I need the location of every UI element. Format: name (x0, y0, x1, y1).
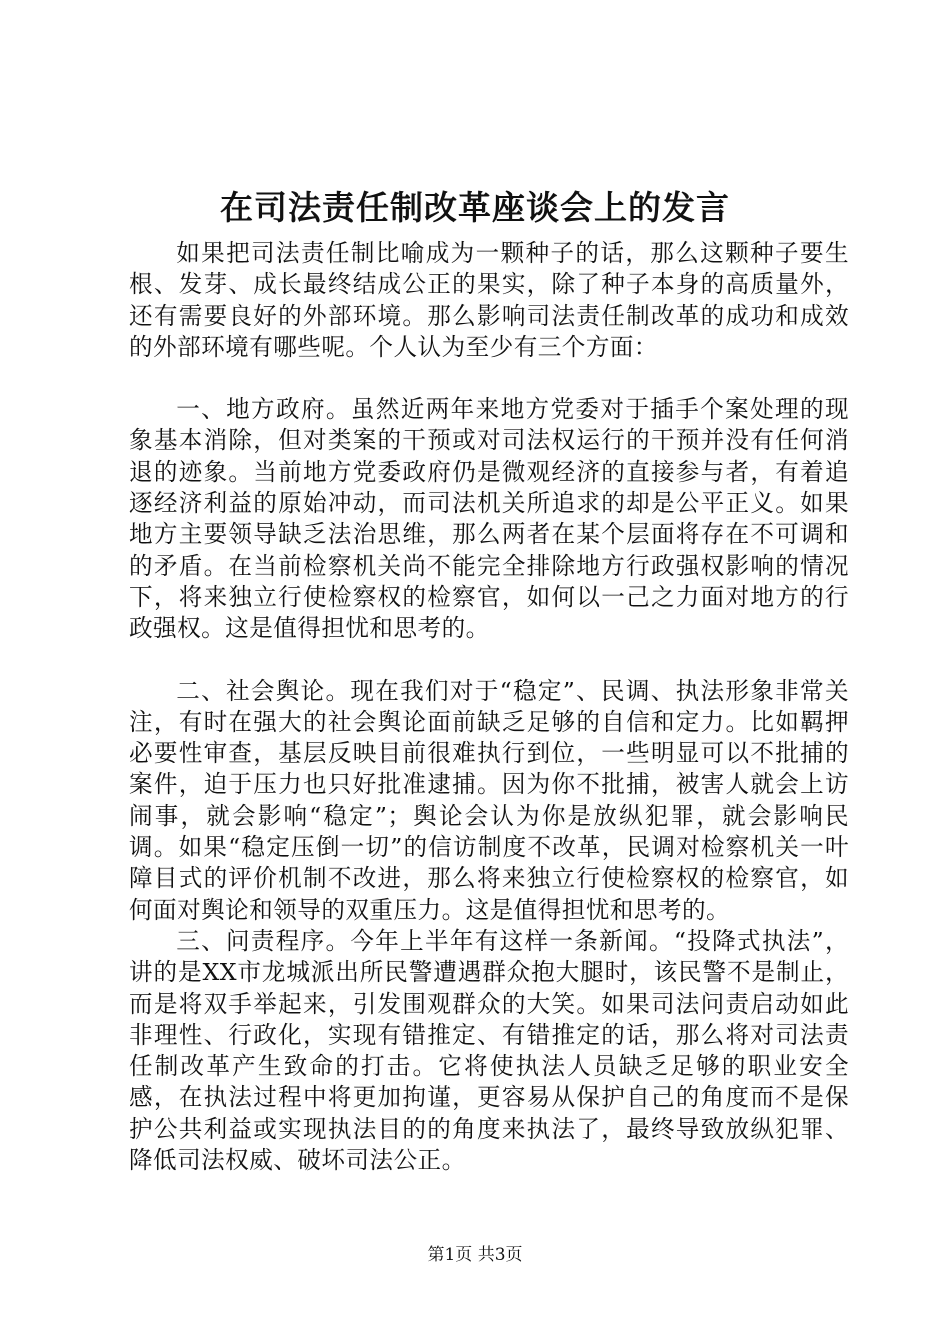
document-title: 在司法责任制改革座谈会上的发言 (220, 188, 730, 227)
page-number-footer: 第1页 共3页 (427, 1245, 523, 1265)
document-body (129, 238, 849, 1176)
paragraph-accountability: 三、问责程序。今年上半年有这样一条新闻。“投降式执法”，讲的是XX市龙城派出所民警遭遇群众抱大腿时，该民警不是制止，而是将双手举起来，引发围观群众的大笑。如果司法问责启动如此非理性、行政化，实现有错推定、有错推定的话，那么将对司法责任制改革产生致命的打击。它将使执法人员缺乏足够的职业安全感，在执法过程中将更加拘谨，更容易从保护自己的角度而不是保护公共利益或实现执法目的的角度来执法了，最终导致放纵犯罪、降低司法权威、破坏司法公正。 (129, 926, 849, 1175)
paragraph-public-opinion: 二、社会舆论。现在我们对于“稳定”、民调、执法形象非常关注，有时在强大的社会舆论面前缺乏足够的自信和定力。比如羁押必要性审查，基层反映目前很难执行到位，一些明显可以不批捕的案件，迫于压力也只好批准逮捕。因为你不批捕，被害人就会上访闹事，就会影响“稳定”；舆论会认为你是放纵犯罪，就会影响民调。如果“稳定压倒一切”的信访制度不改革，民调对检察机关一叶障目式的评价机制不改进，那么将来独立行使检察权的检察官，如何面对舆论和领导的双重压力。这是值得担忧和思考的。 (129, 676, 849, 924)
paragraph-intro: 如果把司法责任制比喻成为一颗种子的话，那么这颗种子要生根、发芽、成长最终结成公正的果实，除了种子本身的高质量外，还有需要良好的外部环境。那么影响司法责任制改革的成功和成效的外部环境有哪些呢。个人认为至少有三个方面： (129, 239, 849, 361)
paragraph-local-government: 一、地方政府。虽然近两年来地方党委对于插手个案处理的现象基本消除，但对类案的干预或对司法权运行的干预并没有任何消退的迹象。当前地方党委政府仍是微观经济的直接参与者，有着追逐经济利益的原始冲动，而司法机关所追求的却是公平正义。如果地方主要领导缺乏法治思维，那么两者在某个层面将存在不可调和的矛盾。在当前检察机关尚不能完全排除地方行政强权影响的情况下，将来独立行使检察权的检察官，如何以一己之力面对地方的行政强权。这是值得担忧和思考的。 (129, 395, 849, 643)
